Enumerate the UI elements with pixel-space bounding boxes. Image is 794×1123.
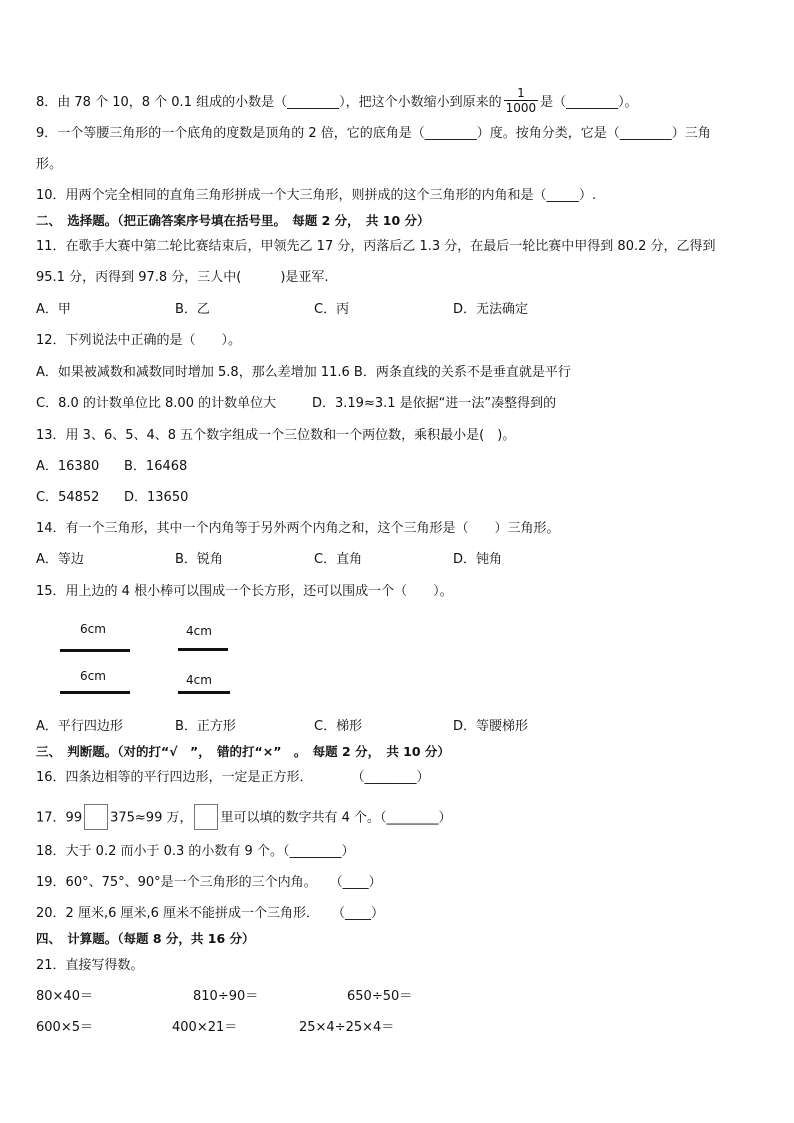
q13-option-b: B．16468 bbox=[124, 459, 188, 474]
calc-item-2: 810÷90＝ bbox=[193, 989, 259, 1004]
q17-text-c: 里可以填的数字共有 4 个。（________） bbox=[220, 810, 452, 826]
question-14: 14．有一个三角形，其中一个内角等于另外两个内角之和，这个三角形是（ ）三角形。 bbox=[36, 521, 560, 536]
question-16: 16．四条边相等的平行四边形，一定是正方形． （________） bbox=[36, 770, 430, 785]
question-13: 13．用 3、6、5、4、8 五个数字组成一个三位数和一个两位数，乘积最小是( )。 bbox=[36, 428, 516, 443]
section-4-heading: 四、 计算题。（每题 8 分，共 16 分） bbox=[36, 931, 255, 946]
q11-option-c: C．丙 bbox=[314, 302, 350, 317]
question-9-line-1: 9．一个等腰三角形的一个底角的度数是顶角的 2 倍，它的底角是（________）度。按角分类，它是（________）三角 bbox=[36, 126, 711, 141]
question-12: 12．下列说法中正确的是（ ）。 bbox=[36, 333, 242, 348]
stick-2 bbox=[178, 648, 228, 651]
stick-label-2: 4cm bbox=[186, 624, 212, 638]
stick-4 bbox=[178, 691, 230, 694]
q8-text-a: 8．由 78 个 10，8 个 0.1 组成的小数是（________），把这个小数缩小到原来的 bbox=[36, 95, 502, 110]
q13-option-a: A．16380 bbox=[36, 459, 100, 474]
section-2-heading: 二、 选择题。（把正确答案序号填在括号里。 每题 2 分， 共 10 分） bbox=[36, 213, 430, 228]
calc-item-5: 400×21＝ bbox=[172, 1020, 238, 1035]
q14-option-a: A．等边 bbox=[36, 552, 84, 567]
calc-item-6: 25×4÷25×4＝ bbox=[299, 1020, 395, 1035]
question-9-line-2: 形。 bbox=[36, 157, 63, 172]
question-11-line-2: 95.1 分，丙得到 97.8 分，三人中( )是亚军. bbox=[36, 270, 329, 285]
calc-item-4: 600×5＝ bbox=[36, 1020, 93, 1035]
question-10: 10．用两个完全相同的直角三角形拼成一个大三角形，则拼成的这个三角形的内角和是（_____）. bbox=[36, 188, 597, 203]
q15-option-a: A．平行四边形 bbox=[36, 719, 123, 734]
question-8 bbox=[36, 88, 638, 117]
question-18: 18．大于 0.2 而小于 0.3 的小数有 9 个。（________） bbox=[36, 844, 355, 859]
calc-item-1: 80×40＝ bbox=[36, 989, 93, 1004]
blank-box bbox=[84, 804, 108, 830]
blank-box bbox=[194, 804, 218, 830]
question-20: 20．2 厘米,6 厘米,6 厘米不能拼成一个三角形． （____） bbox=[36, 906, 385, 921]
fraction-denominator: 1000 bbox=[505, 101, 537, 115]
q11-option-a: A．甲 bbox=[36, 302, 71, 317]
question-15: 15．用上边的 4 根小棒可以围成一个长方形，还可以围成一个（ ）。 bbox=[36, 584, 453, 599]
stick-label-1: 6cm bbox=[80, 622, 106, 636]
fraction bbox=[504, 86, 539, 115]
stick-3 bbox=[60, 691, 130, 694]
q11-option-b: B．乙 bbox=[175, 302, 210, 317]
question-17 bbox=[36, 805, 452, 831]
q8-text-b: 是（________）。 bbox=[540, 95, 638, 110]
q12-options-row-1: A．如果被减数和减数同时增加 5.8，那么差增加 11.6 B．两条直线的关系不是垂直就是平行 bbox=[36, 365, 571, 380]
question-19: 19．60°、75°、90°是一个三角形的三个内角。 （____） bbox=[36, 875, 382, 890]
q15-option-b: B．正方形 bbox=[175, 719, 236, 734]
question-21: 21．直接写得数。 bbox=[36, 958, 144, 973]
stick-1 bbox=[60, 649, 130, 652]
q12-option-c: C．8.0 的计数单位比 8.00 的计数单位大 bbox=[36, 396, 277, 411]
fraction-numerator: 1 bbox=[504, 86, 539, 101]
q15-option-d: D．等腰梯形 bbox=[453, 719, 529, 734]
q11-option-d: D．无法确定 bbox=[453, 302, 529, 317]
calc-item-3: 650÷50＝ bbox=[347, 989, 413, 1004]
q13-option-c: C．54852 bbox=[36, 490, 100, 505]
q14-option-d: D．钝角 bbox=[453, 552, 503, 567]
q15-option-c: C．梯形 bbox=[314, 719, 363, 734]
q17-text-b: 375≈99 万， bbox=[110, 810, 193, 826]
q12-option-d: D．3.19≈3.1 是依据“进一法”凑整得到的 bbox=[312, 396, 557, 411]
q14-option-b: B．锐角 bbox=[175, 552, 223, 567]
stick-label-4: 4cm bbox=[186, 673, 212, 687]
q17-text-a: 17．99 bbox=[36, 810, 83, 826]
q14-option-c: C．直角 bbox=[314, 552, 363, 567]
question-11-line-1: 11．在歌手大赛中第二轮比赛结束后，甲领先乙 17 分，丙落后乙 1.3 分，在最后一轮比赛中甲得到 80.2 分，乙得到 bbox=[36, 239, 716, 254]
section-3-heading: 三、 判断题。（对的打“√ ”， 错的打“×” 。 每题 2 分， 共 10 分） bbox=[36, 744, 450, 759]
stick-label-3: 6cm bbox=[80, 669, 106, 683]
q13-option-d: D．13650 bbox=[124, 490, 189, 505]
